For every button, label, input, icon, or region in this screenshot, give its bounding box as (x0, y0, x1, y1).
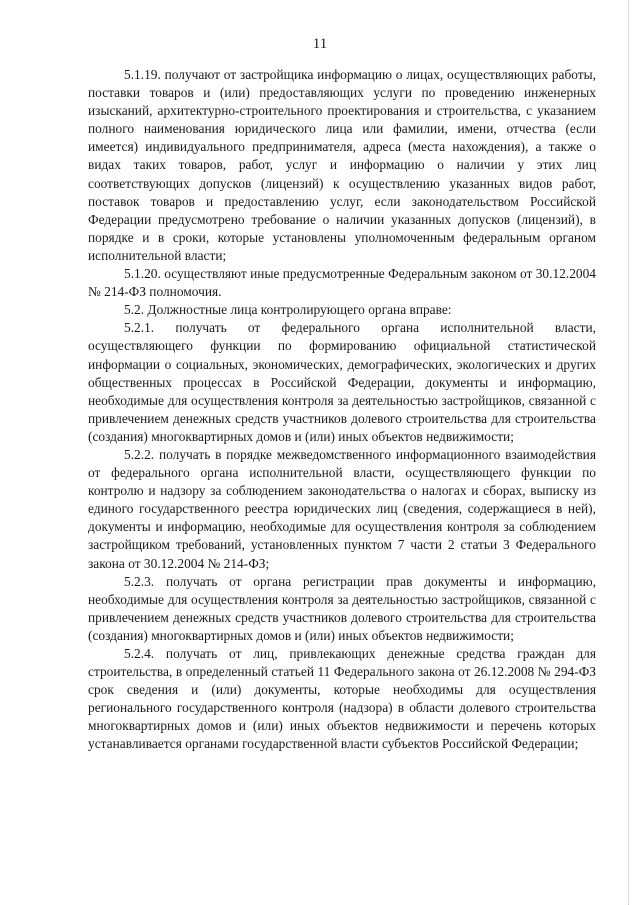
paragraph-5-2-4: 5.2.4. получать от лиц, привлекающих денежные средства граждан для строительства, в определенный статьей 11 Федерального закона от 26.12.2008 № 294-ФЗ срок сведения и (или) документы, которые необходимы для осуществления регионального государственного контроля (надзора) в области долевого строительства многоквартирных домов и (или) иных объектов недвижимости и перечень которых устанавливается органами государственной власти субъектов Российской Федерации; (88, 646, 596, 752)
paragraph-5-1-19: 5.1.19. получают от застройщика информацию о лицах, осуществляющих работы, поставки товаров и (или) предоставляющих услуги по проведению инженерных изысканий, архитектурно-строительного проектирования и строительства, с указанием полного наименования юридического лица или фамилии, имени, отчества (если имеется) индивидуального предпринимателя, адреса (места нахождения), а также о видах таких товаров, работ, услуг и информацию о наличии у этих лиц соответствующих допусков (лицензий) к осуществлению указанных видов работ, поставок товаров и предоставлению услуг, если законодательством Российской Федерации предусмотрено требование о наличии указанных допусков (лицензий), в порядке и в сроки, которые установлены уполномоченным федеральным органом исполнительной власти; (88, 67, 596, 263)
paragraph-5-2-1: 5.2.1. получать от федерального органа исполнительной власти, осуществляющего функции по формированию официальной статистической информации о социальных, экономических, демографических, экологических и других общественных процессах в Российской Федерации, документы и информацию, необходимые для осуществления контроля за деятельностью застройщиков, связанной с привлечением денежных средств участников долевого строительства для строительства (создания) многоквартирных домов и (или) иных объектов недвижимости; (88, 320, 596, 444)
paragraph-5-2: 5.2. Должностные лица контролирующего органа вправе: (124, 302, 452, 318)
paragraph-5-1-20: 5.1.20. осуществляют иные предусмотренные Федеральным законом от 30.12.2004 № 214-ФЗ полномочия. (88, 266, 596, 300)
scan-edge-line (628, 0, 630, 905)
document-body (88, 66, 596, 754)
paragraph-5-2-3: 5.2.3. получать от органа регистрации прав документы и информацию, необходимые для осуществления контроля за деятельностью застройщиков, связанной с привлечением денежных средств участников долевого строительства для строительства (создания) многоквартирных домов и (или) иных объектов недвижимости; (88, 573, 596, 643)
page-number: 11 (312, 36, 328, 52)
paragraph-5-2-2: 5.2.2. получать в порядке межведомственного информационного взаимодействия от федерального органа исполнительной власти, осуществляющего функции по контролю и надзору за соблюдением законодательства о налогах и сборах, выписку из единого государственного реестра юридических лиц (сведения, содержащиеся в ней), документы и информацию, необходимые для осуществления контроля за соблюдением застройщиком требований, установленных пунктом 7 части 2 статьи 3 Федерального закона от 30.12.2004 № 214-ФЗ; (88, 446, 596, 571)
